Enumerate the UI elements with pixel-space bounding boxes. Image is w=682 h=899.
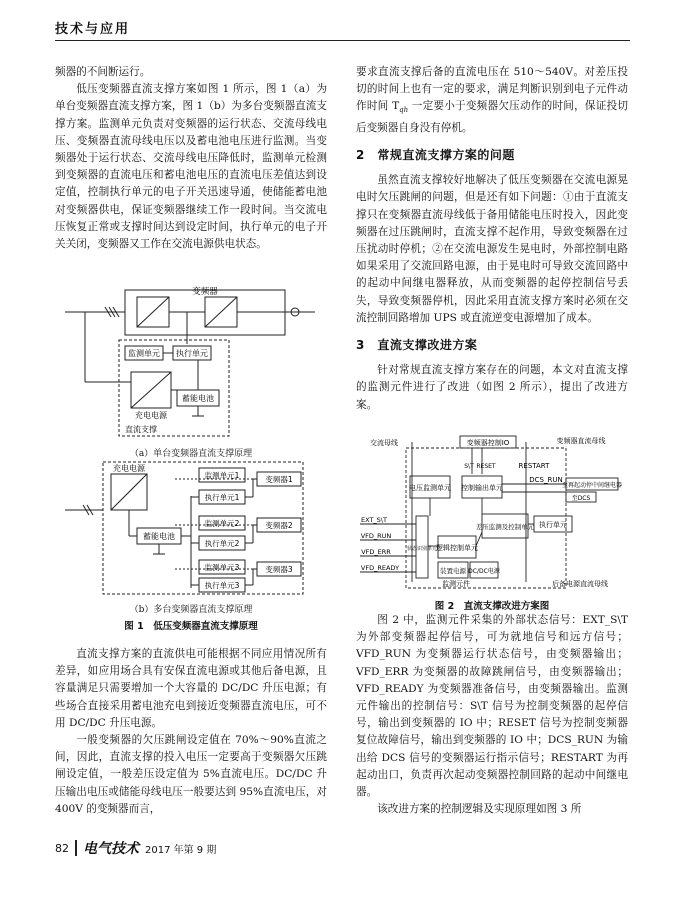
- paragraph: 要求直流支撑后备的直流电压在 510～540V。对差压投切的时间上也有一定的要求，满足判断识别到电子元件动作时间 $T_{qh}$ 一定要小于变频器欠压动作的时间，保证投切后变频器自身没有停机。: [356, 66, 628, 134]
- footer-divider: [75, 840, 77, 856]
- left-column: [55, 64, 327, 253]
- dcdc-label: DC/DC电源: [468, 568, 500, 575]
- caption-1a: （a）单台变频器直流支撑原理: [129, 449, 253, 459]
- st-signal: S\T: [464, 463, 474, 470]
- diagram-1b: [55, 460, 327, 598]
- caption-1b: （b）多台变频器直流支撑原理: [129, 605, 253, 615]
- vfd1-label: 变频器1: [265, 475, 293, 484]
- exec1-label: 执行单元1: [204, 493, 240, 502]
- vfd3-label: 变频器3: [265, 565, 293, 574]
- to-dcs-label: 至DCS: [571, 495, 591, 502]
- monitor2-label: 监测单元2: [204, 519, 240, 528]
- paragraph: 直流支撑方案的直流供电可能根据不同应用情况所有差异，如应用场合具有安保直流电源或其他后备电源，且容量满足只需要增加一个大容量的 DC/DC 升压电源；有些场合直接采用蓄电池充电到接近变频器直流电压，可不用 DC/DC 升压电源。: [55, 648, 327, 729]
- diagram-2: [356, 432, 628, 594]
- figure-2-title: 图 2 直流支撑改进方案图: [434, 601, 550, 612]
- figure-2: [356, 432, 628, 612]
- monitor3-label: 监测单元3: [204, 563, 240, 572]
- right-column-lower: [356, 612, 628, 818]
- paragraph: 一般变频器的欠压跳闸设定值在 70%～90%直流之间，因此，直流支撑的投入电压一定要高于变频器欠压跳闸设定值，一般差压设定值为 5%直流电压。DC/DC 升压输出电压或储能母线电压一般要达到 95%直流电压，对 400V 的变频器而言，: [55, 734, 327, 815]
- input-vfd-run: VFD_RUN: [360, 532, 392, 540]
- figure-1b: [55, 460, 327, 632]
- section-heading-2: 2 常规直流支撑方案的问题: [356, 147, 515, 162]
- exec-label: 执行单元: [539, 521, 567, 529]
- page-footer: [55, 838, 216, 858]
- running-header: [55, 18, 630, 41]
- figure-1a: [55, 282, 327, 459]
- paragraph: 低压变频器直流支撑方案如图 1 所示，图 1（a）为单台变频器直流支撑方案，图 1（b）为多台变频器直流支撑方案。监测单元负责对变频器的运行状态、交流母线电压、变频器直流母线电压以及蓄电池电压进行监测。当变频器处于运行状态、交流母线电压降低时，监测单元检测到变频器的直流电压和蓄电池电压的直流电压差值达到设定值，控制执行单元的电子开关迅速导通，使储能蓄电池对变频器供电，保证变频器继续工作一段时间。当交流电压恢复正常或支撑时间达到设定时间，执行单元的电子开关关闭，变频器又工作在交流电源供电状态。: [55, 83, 327, 251]
- restart-signal: RESTART: [518, 462, 550, 470]
- left-column-lower: [55, 646, 327, 818]
- ac-bus-label: 交流母线: [370, 439, 398, 447]
- right-column: [356, 64, 628, 414]
- monitor-element-label: 监测元件: [442, 580, 470, 588]
- exec2-label: 执行单元2: [204, 539, 240, 548]
- input-ext-st: EXT_S\T: [361, 516, 387, 524]
- diagram-1a: [55, 282, 327, 442]
- input-vfd-err: VFD_ERR: [361, 548, 391, 556]
- vfd2-label: 变频器2: [265, 521, 293, 530]
- page-number: 82: [55, 841, 69, 855]
- input-vfd-ready: VFD_READY: [360, 564, 400, 572]
- paragraph: 针对常规直流支撑方案存在的问题，本文对直流支撑的监测元件进行了改进（如图 2 所示），提出了改进方案。: [356, 364, 628, 411]
- control-output-label: 控制输出单元: [461, 484, 503, 492]
- exec3-label: 执行单元3: [204, 581, 240, 590]
- battery-label: 蓄能电池: [182, 394, 214, 403]
- charger-label: 充电电源: [113, 464, 145, 473]
- paragraph: 图 2 中，监测元件采集的外部状态信号：EXT_S\T 为外部变频器起停信号，可为就地信号和远方信号；VFD_RUN 为变频器运行状态信号，由变频器输出；VFD_ERR 为变频器的故障跳闸信号，由变频器输出；VFD_READY 为变频器准备信号，由变频器输出。监测元件输出的控制信号：S\T 信号为控制变频器的起停信号，输出到变频器的 IO 中；RESET 信号为控制变频器复位故障信号，输出到变频器的 IO 中；DCS_RUN 为输出给 DCS 信号的变频器运行指示信号；RESTART 为再起动出口，负责再次起动变频器控制回路的起动中间继电器。: [356, 614, 628, 799]
- monitor-label: 监测单元: [128, 349, 160, 358]
- exec-label: 执行单元: [176, 349, 208, 358]
- issue-label: 2017 年第 9 期: [145, 844, 217, 856]
- vfd-ctrl-label: 变频器控制IO: [466, 439, 510, 447]
- section-heading-3: 3 直流支撑改进方案: [356, 337, 478, 352]
- figure-1-title: 图 1 低压变频器直流支撑原理: [124, 621, 258, 632]
- to-relay-label: 至再起动停中间继电器: [561, 482, 623, 489]
- reset-signal: RESET: [476, 463, 496, 470]
- paragraph: 频器的不间断运行。: [55, 66, 151, 78]
- dcs-run-signal: DCS_RUN: [529, 476, 563, 484]
- backup-bus-label: 后备电源直流母线: [552, 580, 608, 588]
- diff-control-label: 差压监测及控制单元: [475, 523, 535, 531]
- charger-label: 充电电源: [135, 411, 167, 420]
- vfd-dc-bus-label: 变频器直流母线: [556, 437, 606, 445]
- battery-label: 蓄能电池: [143, 532, 175, 541]
- paragraph: 虽然直流支撑较好地解决了低压变频器在交流电源晃电时欠压跳闸的问题，但是还有如下问题：①由于直流支撑只在变频器直流母线低于备用储能电压时投入，因此变频器在过压跳闸时，直流支撑不起作用，导致变频器在过压扰动时停机；②在交流电源发生晃电时，外部控制电路如果采用了交流回路电源，由于晃电时可导致交流回路中的起动中间继电器释放，从而变频器的起停控制信号丢失，导致变频器停机，因此采用直流支撑方案时必须在交流控制回路增加 UPS 或直流逆变电源增加了成本。: [356, 174, 628, 324]
- journal-logo: 电气技术: [83, 841, 139, 857]
- device-power-label: 装置电源: [440, 567, 466, 575]
- state-id-label: 状态识别单元: [406, 546, 438, 552]
- section-title: 技术与应用: [55, 22, 131, 37]
- logic-control-label: 逻辑控制单元: [436, 544, 478, 552]
- voltage-monitor-label: 电压监测单元: [409, 484, 451, 492]
- support-label: 直流支撑: [125, 425, 157, 434]
- monitor1-label: 监测单元1: [204, 471, 240, 480]
- vfd-label: 变频器: [192, 287, 218, 297]
- paragraph: 该改进方案的控制逻辑及实现原理如图 3 所: [377, 803, 582, 816]
